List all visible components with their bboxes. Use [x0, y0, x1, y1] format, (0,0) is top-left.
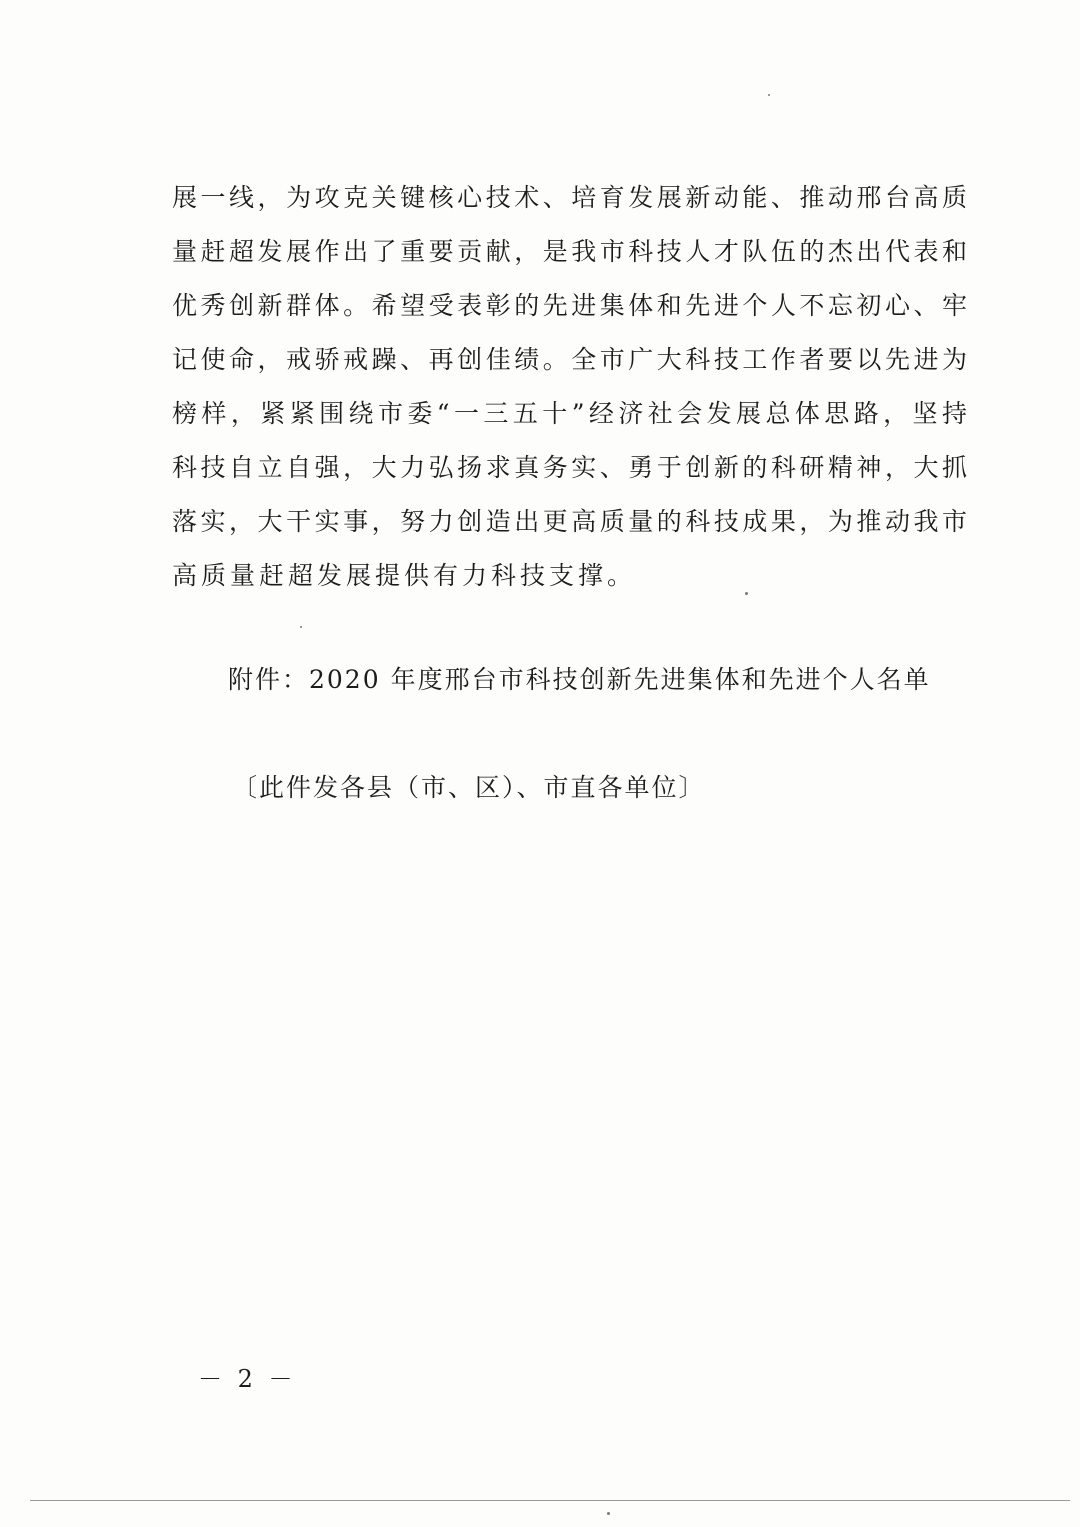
scan-speck [745, 592, 748, 595]
body-line-8: 高质量赶超发展提供有力科技支撑。 [172, 561, 637, 590]
body-line-4: 记使命，戒骄戒躁、再创佳绩。全市广大科技工作者要以先进为 [172, 345, 968, 374]
scan-speck [300, 626, 302, 628]
body-line-2: 量赶超发展作出了重要贡献，是我市科技人才队伍的杰出代表和 [172, 237, 968, 266]
scan-edge-line [30, 1500, 1070, 1501]
body-line-5: 榜样，紧紧围绕市委“一三五十”经济社会发展总体思路，坚持 [172, 399, 968, 428]
scan-speck [607, 1512, 610, 1515]
page-number: － 2 － [198, 1365, 297, 1393]
attachment-note: 附件：2020 年度邢台市科技创新先进集体和先进个人名单 [228, 665, 931, 694]
body-line-7: 落实，大干实事，努力创造出更高质量的科技成果，为推动我市 [172, 507, 968, 536]
body-line-3: 优秀创新群体。希望受表彰的先进集体和先进个人不忘初心、牢 [172, 291, 968, 320]
body-line-6: 科技自立自强，大力弘扬求真务实、勇于创新的科研精神，大抓 [172, 453, 968, 482]
distribution-note: 〔此件发各县（市、区）、市直各单位〕 [232, 773, 706, 802]
body-line-1: 展一线，为攻克关键核心技术、培育发展新动能、推动邢台高质 [172, 183, 968, 212]
scan-speck [768, 94, 770, 96]
